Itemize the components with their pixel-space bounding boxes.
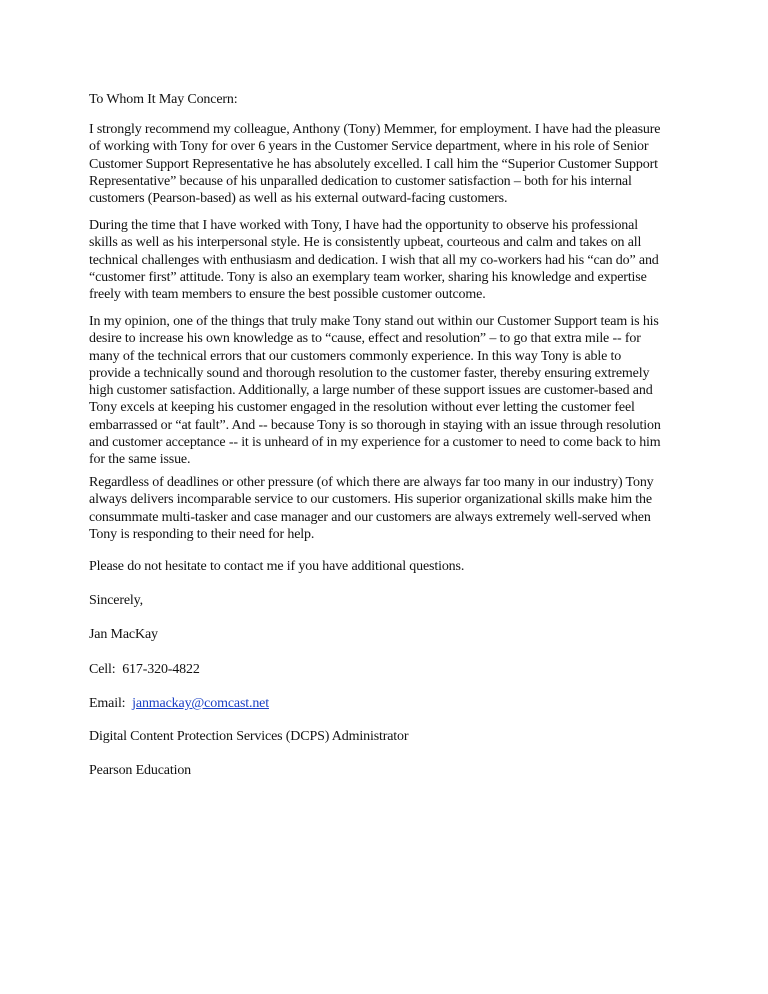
cell-label: Cell: [89,662,116,677]
paragraph-4 [89,474,729,543]
cell-row [89,661,729,678]
text-line: skills as well as his interpersonal style. He is consistently upbeat, courteous and calm and takes on all [89,235,642,251]
text-line: desire to increase his own knowledge as to “cause, effect and resolution” – to go that extra mile -- for [89,331,641,347]
text-line: for the same issue. [89,452,191,468]
text-line: freely with team members to ensure the best possible customer outcome. [89,287,486,303]
text-line: customers (Pearson-based) as well as his external outward-facing customers. [89,191,508,207]
text-line: Representative” because of his unparalled dedication to customer satisfaction – both for his internal [89,173,632,189]
text-line: always delivers incomparable service to our customers. His superior organizational skills make him the [89,492,652,508]
closing-line: Please do not hesitate to contact me if you have additional questions. [89,559,465,574]
text-line: embarrassed or “at fault”. And -- because Tony is so thorough in staying with an issue through resolution [89,417,661,433]
text-line: of working with Tony for over 6 years in the Customer Service department, where in his role of Senior [89,139,649,155]
email-link[interactable]: janmackay@comcast.net [132,696,269,711]
salutation: To Whom It May Concern: [89,92,238,107]
text-line: In my opinion, one of the things that truly make Tony stand out within our Customer Support team is his [89,314,659,329]
text-line: Customer Support Representative he has absolutely excelled. I call him the “Superior Customer Support [89,156,658,172]
text-line: provide a technically sound and thorough resolution to the customer faster, thereby ensuring extremely [89,365,650,381]
email-row [89,695,729,712]
text-line: and customer acceptance -- it is unheard of in my experience for a customer to need to come back to him [89,435,661,451]
signer-organization: Pearson Education [89,763,192,778]
text-line: “customer first” attitude. Tony is also an exemplary team worker, sharing his knowledge and expertise [89,269,647,285]
text-line: Tony excels at keeping his customer engaged in the resolution without ever letting the customer feel [89,400,635,416]
paragraph-3 [89,313,729,469]
paragraph-2 [89,217,729,303]
cell-number: 617-320-4822 [122,662,200,677]
signoff: Sincerely, [89,593,143,608]
text-line: consummate multi-tasker and case manager and our customers are always extremely well-served when [89,509,651,525]
text-line: technical challenges with enthusiasm and dedication. I wish that all my co-workers had his “can do” and [89,252,659,268]
text-line: high customer satisfaction. Additionally, a large number of these support issues are customer-based and [89,383,653,399]
text-line: Regardless of deadlines or other pressure (of which there are always far too many in our industry) Tony [89,475,654,490]
signer-name: Jan MacKay [89,627,158,642]
signer-title: Digital Content Protection Services (DCPS) Administrator [89,729,409,744]
text-line: Tony is responding to their need for help. [89,526,315,542]
paragraph-1 [89,121,729,207]
text-line: During the time that I have worked with Tony, I have had the opportunity to observe his professional [89,218,638,233]
text-line: many of the technical errors that our customers commonly experience. In this way Tony is able to [89,348,622,364]
email-label: Email: [89,696,126,711]
text-line: I strongly recommend my colleague, Anthony (Tony) Memmer, for employment. I have had the pleasure [89,122,661,137]
